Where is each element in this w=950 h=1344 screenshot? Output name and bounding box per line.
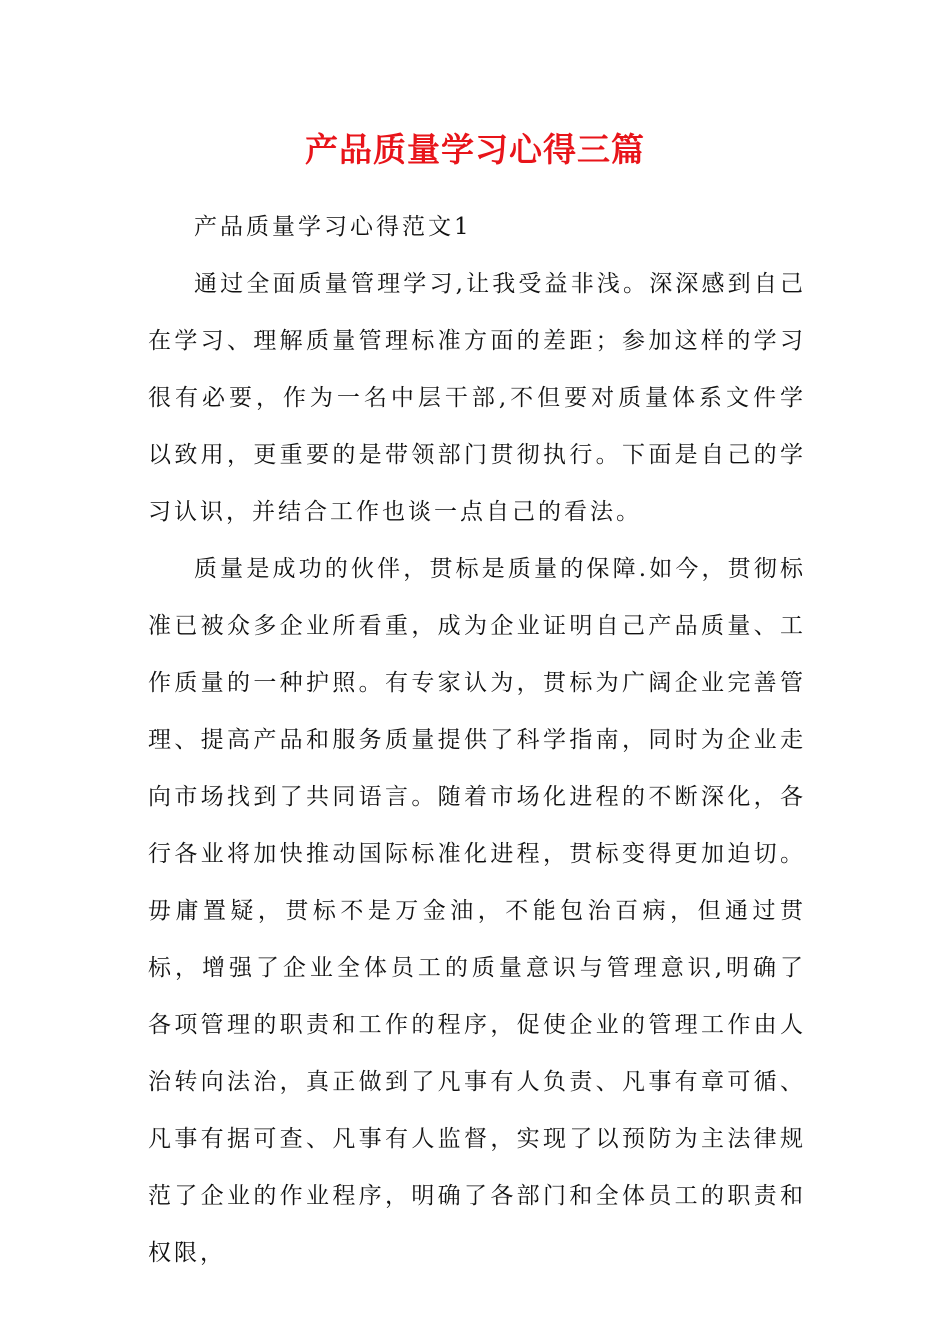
- section-heading: 产品质量学习心得范文1: [194, 214, 472, 240]
- paragraph-1: 通过全面质量管理学习,让我受益非浅。深深感到自己在学习、理解质量管理标准方面的差距；参加这样的学习很有必要，作为一名中层干部,不但要对质量体系文件学以致用，更重要的是带领部门贯彻执行。下面是自己的学习认识，并结合工作也谈一点自己的看法。: [148, 271, 806, 525]
- document-title: 产品质量学习心得三篇: [305, 130, 645, 169]
- paragraph-2: 质量是成功的伙伴，贯标是质量的保障.如今，贯彻标准已被众多企业所看重，成为企业证明自己产品质量、工作质量的一种护照。有专家认为，贯标为广阔企业完善管理、提高产品和服务质量提供了科学指南，同时为企业走向市场找到了共同语言。随着市场化进程的不断深化，各行各业将加快推动国际标准化进程，贯标变得更加迫切。毋庸置疑，贯标不是万金油，不能包治百病，但通过贯标，增强了企业全体员工的质量意识与管理意识,明确了各项管理的职责和工作的程序，促使企业的管理工作由人治转向法治，真正做到了凡事有人负责、凡事有章可循、凡事有据可查、凡事有人监督，实现了以预防为主法律规范了企业的作业程序，明确了各部门和全体员工的职责和权限，: [148, 556, 806, 1266]
- document-body: [148, 199, 806, 1282]
